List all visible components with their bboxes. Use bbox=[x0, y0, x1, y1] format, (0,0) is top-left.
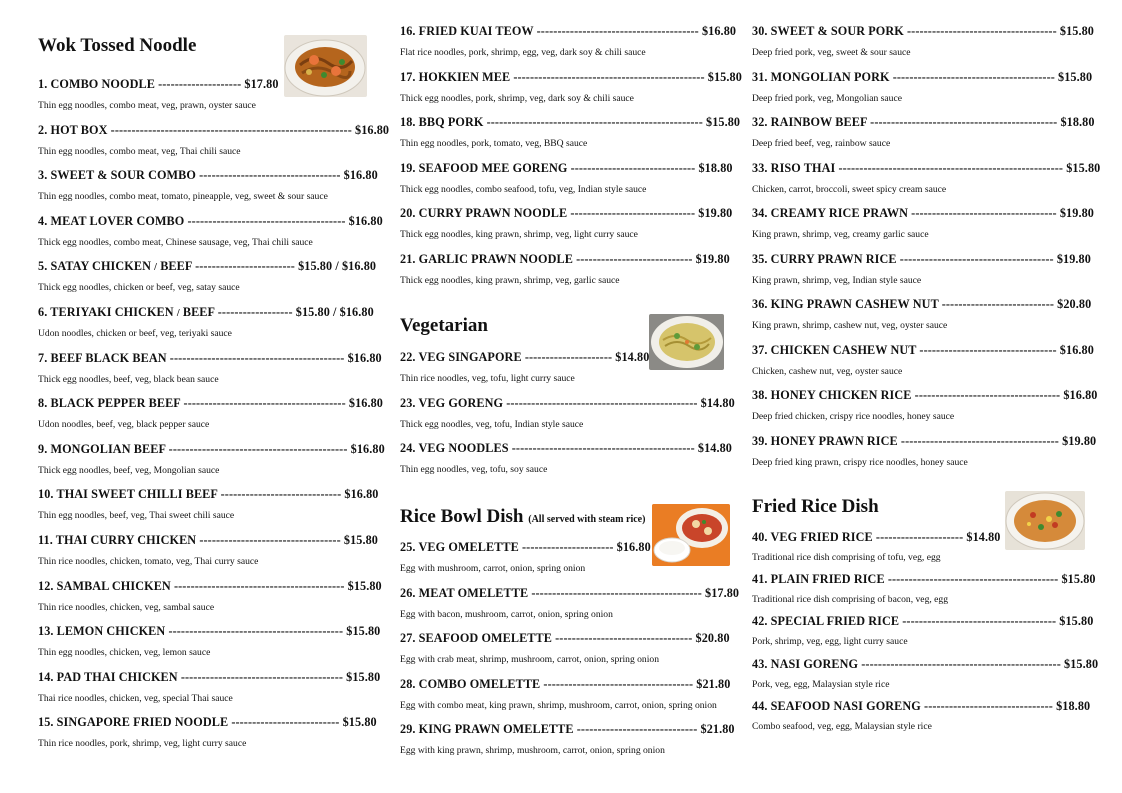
menu-item-description: King prawn, shrimp, veg, creamy garlic sauce bbox=[752, 229, 929, 240]
menu-item-description: Thin egg noodles, pork, tomato, veg, BBQ sauce bbox=[400, 138, 588, 149]
menu-item-description: Traditional rice dish comprising of tofu, veg, egg bbox=[752, 552, 941, 563]
menu-item-name: 11. THAI CURRY CHICKEN ---------------------------------- $15.80 bbox=[38, 533, 378, 547]
menu-item-name: 27. SEAFOOD OMELETTE --------------------------------- $20.80 bbox=[400, 631, 730, 646]
section-heading-wok-tossed-noodle: Wok Tossed Noodle bbox=[38, 35, 197, 56]
menu-item-description: Deep fried pork, veg, Mongolian sauce bbox=[752, 92, 902, 104]
menu-item-name: 13. LEMON CHICKEN ------------------------------------------ $15.80 bbox=[38, 624, 381, 639]
menu-item-description: Deep fried king prawn, crispy rice noodles, honey sauce bbox=[752, 456, 968, 468]
menu-item-description: Udon noodles, beef, veg, black pepper sauce bbox=[38, 419, 210, 431]
menu-item-name: 7. BEEF BLACK BEAN ------------------------------------------ $16.80 bbox=[38, 350, 382, 365]
menu-item-name: 40. VEG FRIED RICE --------------------- $14.80 bbox=[752, 530, 1001, 544]
menu-item-description: Thick egg noodles, king prawn, shrimp, veg, garlic sauce bbox=[400, 274, 620, 286]
menu-item-description: Thick egg noodles, combo meat, Chinese sausage, veg, Thai chili sauce bbox=[38, 236, 313, 248]
menu-item-name: 39. HONEY PRAWN RICE -------------------------------------- $19.80 bbox=[752, 433, 1097, 448]
menu-item-name: 8. BLACK PEPPER BEEF --------------------------------------- $16.80 bbox=[38, 396, 383, 411]
menu-item-description: Thin rice noodles, pork, shrimp, veg, light curry sauce bbox=[38, 738, 247, 750]
menu-item-slash: / bbox=[176, 308, 180, 319]
menu-item-name: 31. MONGOLIAN PORK --------------------------------------- $15.80 bbox=[752, 69, 1093, 84]
menu-item-name: 44. SEAFOOD NASI GORENG ------------------------------- $18.80 bbox=[752, 698, 1091, 713]
menu-item-name: 10. THAI SWEET CHILLI BEEF ----------------------------- $16.80 bbox=[38, 487, 379, 502]
menu-item-description: Egg with mushroom, carrot, onion, spring onion bbox=[400, 563, 586, 574]
rice-bowl-dish-photo bbox=[652, 504, 730, 566]
menu-item-name: 34. CREAMY RICE PRAWN ----------------------------------- $19.80 bbox=[752, 206, 1094, 220]
menu-item-name: 14. PAD THAI CHICKEN --------------------------------------- $15.80 bbox=[38, 669, 381, 684]
menu-item-name-part: 5. SATAY CHICKEN bbox=[38, 259, 155, 274]
vegetarian-dish-photo bbox=[649, 314, 724, 370]
menu-item-name: 42. SPECIAL FRIED RICE ------------------------------------- $15.80 bbox=[752, 614, 1094, 629]
menu-item-description: Deep fried beef, veg, rainbow sauce bbox=[752, 138, 891, 149]
menu-item-description: Chicken, cashew nut, veg, oyster sauce bbox=[752, 365, 903, 377]
section-heading-rice-bowl bbox=[400, 506, 645, 528]
menu-item-description: Traditional rice dish comprising of bacon, veg, egg bbox=[752, 594, 949, 606]
menu-item-description: Egg with bacon, mushroom, carrot, onion, spring onion bbox=[400, 608, 613, 620]
menu-item-description: Thick egg noodles, beef, veg, black bean sauce bbox=[38, 373, 219, 385]
menu-item-description: Thick egg noodles, king prawn, shrimp, veg, light curry sauce bbox=[400, 229, 638, 240]
menu-item-name: 30. SWEET & SOUR PORK ------------------------------------ $15.80 bbox=[752, 24, 1094, 38]
menu-item-description: Thin rice noodles, chicken, veg, sambal sauce bbox=[38, 601, 215, 613]
menu-item-name: 37. CHICKEN CASHEW NUT --------------------------------- $16.80 bbox=[752, 342, 1094, 357]
menu-item-name: 38. HONEY CHICKEN RICE ----------------------------------- $16.80 bbox=[752, 388, 1098, 402]
menu-item-name: 18. BBQ PORK ---------------------------------------------------- $15.80 bbox=[400, 115, 741, 129]
menu-item-name: 29. KING PRAWN OMELETTE ----------------------------- $21.80 bbox=[400, 722, 735, 737]
menu-item-name: 9. MONGOLIAN BEEF ------------------------------------------- $16.80 bbox=[38, 441, 385, 456]
menu-item-description: King prawn, shrimp, cashew nut, veg, oyster sauce bbox=[752, 320, 948, 331]
menu-item-name: 43. NASI GORENG ------------------------------------------------ $15.80 bbox=[752, 656, 1099, 671]
menu-item-name: 22. VEG SINGAPORE --------------------- $14.80 bbox=[400, 350, 650, 364]
menu-item-description: Pork, veg, egg, Malaysian style rice bbox=[752, 678, 890, 690]
menu-item-name: 12. SAMBAL CHICKEN ----------------------------------------- $15.80 bbox=[38, 578, 382, 593]
noodle-dish-photo bbox=[284, 35, 367, 97]
menu-item-name: 21. GARLIC PRAWN NOODLE ---------------------------- $19.80 bbox=[400, 251, 730, 266]
menu-item-description: Thick egg noodles, veg, tofu, Indian style sauce bbox=[400, 418, 584, 430]
menu-item-name: 17. HOKKIEN MEE ---------------------------------------------- $15.80 bbox=[400, 69, 742, 84]
menu-item-name-part: BEEF ------------------------ $15.80 / $16.80 bbox=[157, 259, 377, 274]
menu-item-name: 33. RISO THAI ------------------------------------------------------ $15.80 bbox=[752, 160, 1101, 175]
menu-item-description: Thin egg noodles, combo meat, veg, Thai chili sauce bbox=[38, 145, 241, 157]
menu-item-slash: / bbox=[154, 262, 158, 274]
menu-item-name: 28. COMBO OMELETTE ------------------------------------ $21.80 bbox=[400, 676, 731, 691]
menu-item-description: Deep fried pork, veg, sweet & sour sauce bbox=[752, 47, 911, 58]
menu-item-name: 23. VEG GORENG ---------------------------------------------- $14.80 bbox=[400, 395, 735, 410]
menu-item-name: 25. VEG OMELETTE ---------------------- $16.80 bbox=[400, 540, 651, 554]
menu-item-name: 20. CURRY PRAWN NOODLE ------------------------------ $19.80 bbox=[400, 206, 733, 220]
menu-item-description: Thick egg noodles, combo seafood, tofu, veg, Indian style sauce bbox=[400, 183, 647, 195]
menu-item-description: Thick egg noodles, pork, shrimp, veg, dark soy & chili sauce bbox=[400, 92, 634, 104]
menu-item-description: Thick egg noodles, beef, veg, Mongolian sauce bbox=[38, 464, 220, 476]
menu-item-name: 24. VEG NOODLES -------------------------------------------- $14.80 bbox=[400, 441, 733, 456]
menu-item-name: 3. SWEET & SOUR COMBO ---------------------------------- $16.80 bbox=[38, 168, 378, 183]
menu-item-name: 19. SEAFOOD MEE GORENG ------------------------------ $18.80 bbox=[400, 160, 733, 175]
menu-item-description: Thin egg noodles, combo meat, tomato, pineapple, veg, sweet & sour sauce bbox=[38, 191, 328, 203]
menu-item-description: Udon noodles, chicken or beef, veg, teriyaki sauce bbox=[38, 328, 232, 339]
menu-item-name bbox=[38, 259, 376, 274]
menu-item-description: King prawn, shrimp, veg, Indian style sauce bbox=[752, 274, 922, 286]
menu-item-description: Thin egg noodles, veg, tofu, soy sauce bbox=[400, 464, 548, 476]
menu-item-name: 32. RAINBOW BEEF --------------------------------------------- $18.80 bbox=[752, 115, 1095, 129]
menu-item-name: 35. CURRY PRAWN RICE ------------------------------------- $19.80 bbox=[752, 251, 1091, 266]
menu-item-name: 1. COMBO NOODLE -------------------- $17.80 bbox=[38, 77, 279, 91]
rice-bowl-subheading: (All served with steam rice) bbox=[528, 514, 646, 525]
menu-item-description: Thai rice noodles, chicken, veg, special Thai sauce bbox=[38, 692, 233, 704]
rice-bowl-heading-text: Rice Bowl Dish bbox=[400, 506, 524, 527]
menu-item-description: Deep fried chicken, crispy rice noodles, honey sauce bbox=[752, 411, 955, 422]
menu-item-description: Combo seafood, veg, egg, Malaysian style rice bbox=[752, 720, 932, 732]
menu-item-description: Egg with king prawn, shrimp, mushroom, carrot, onion, spring onion bbox=[400, 745, 665, 757]
menu-item-description: Chicken, carrot, broccoli, sweet spicy cream sauce bbox=[752, 183, 947, 195]
menu-item-description: Egg with combo meat, king prawn, shrimp, mushroom, carrot, onion, spring onion bbox=[400, 699, 717, 711]
menu-item-name: 15. SINGAPORE FRIED NOODLE -------------------------- $15.80 bbox=[38, 715, 377, 730]
section-heading-fried-rice: Fried Rice Dish bbox=[752, 496, 879, 517]
menu-item-description: Thick egg noodles, chicken or beef, veg, satay sauce bbox=[38, 282, 240, 294]
menu-item-description: Egg with crab meat, shrimp, mushroom, carrot, onion, spring onion bbox=[400, 654, 659, 666]
menu-item-description: Thin rice noodles, chicken, tomato, veg, Thai curry sauce bbox=[38, 556, 259, 567]
menu-item-name-part: 6. TERIYAKI CHICKEN bbox=[38, 305, 177, 319]
menu-item-description: Thin rice noodles, veg, tofu, light curry sauce bbox=[400, 373, 575, 384]
menu-item-name: 16. FRIED KUAI TEOW --------------------------------------- $16.80 bbox=[400, 24, 737, 38]
menu-item-name: 41. PLAIN FRIED RICE ----------------------------------------- $15.80 bbox=[752, 572, 1096, 587]
menu-item-description: Pork, shrimp, veg, egg, light curry sauce bbox=[752, 636, 908, 648]
menu-item-name: 2. HOT BOX ---------------------------------------------------------- $16.80 bbox=[38, 122, 390, 137]
menu-item-description: Flat rice noodles, pork, shrimp, egg, veg, dark soy & chili sauce bbox=[400, 47, 646, 58]
menu-item-description: Thin egg noodles, combo meat, veg, prawn, oyster sauce bbox=[38, 100, 256, 111]
menu-item-description: Thin egg noodles, chicken, veg, lemon sauce bbox=[38, 647, 211, 659]
section-heading-vegetarian: Vegetarian bbox=[400, 315, 488, 336]
menu-item-description: Thin egg noodles, beef, veg, Thai sweet chili sauce bbox=[38, 510, 235, 522]
menu-item-name bbox=[38, 305, 374, 320]
menu-item-name: 36. KING PRAWN CASHEW NUT --------------------------- $20.80 bbox=[752, 297, 1092, 311]
fried-rice-dish-photo bbox=[1005, 491, 1085, 550]
menu-item-name: 4. MEAT LOVER COMBO -------------------------------------- $16.80 bbox=[38, 213, 383, 228]
menu-item-name-part: BEEF ------------------ $15.80 / $16.80 bbox=[179, 305, 374, 319]
menu-item-name: 26. MEAT OMELETTE ----------------------------------------- $17.80 bbox=[400, 585, 740, 600]
